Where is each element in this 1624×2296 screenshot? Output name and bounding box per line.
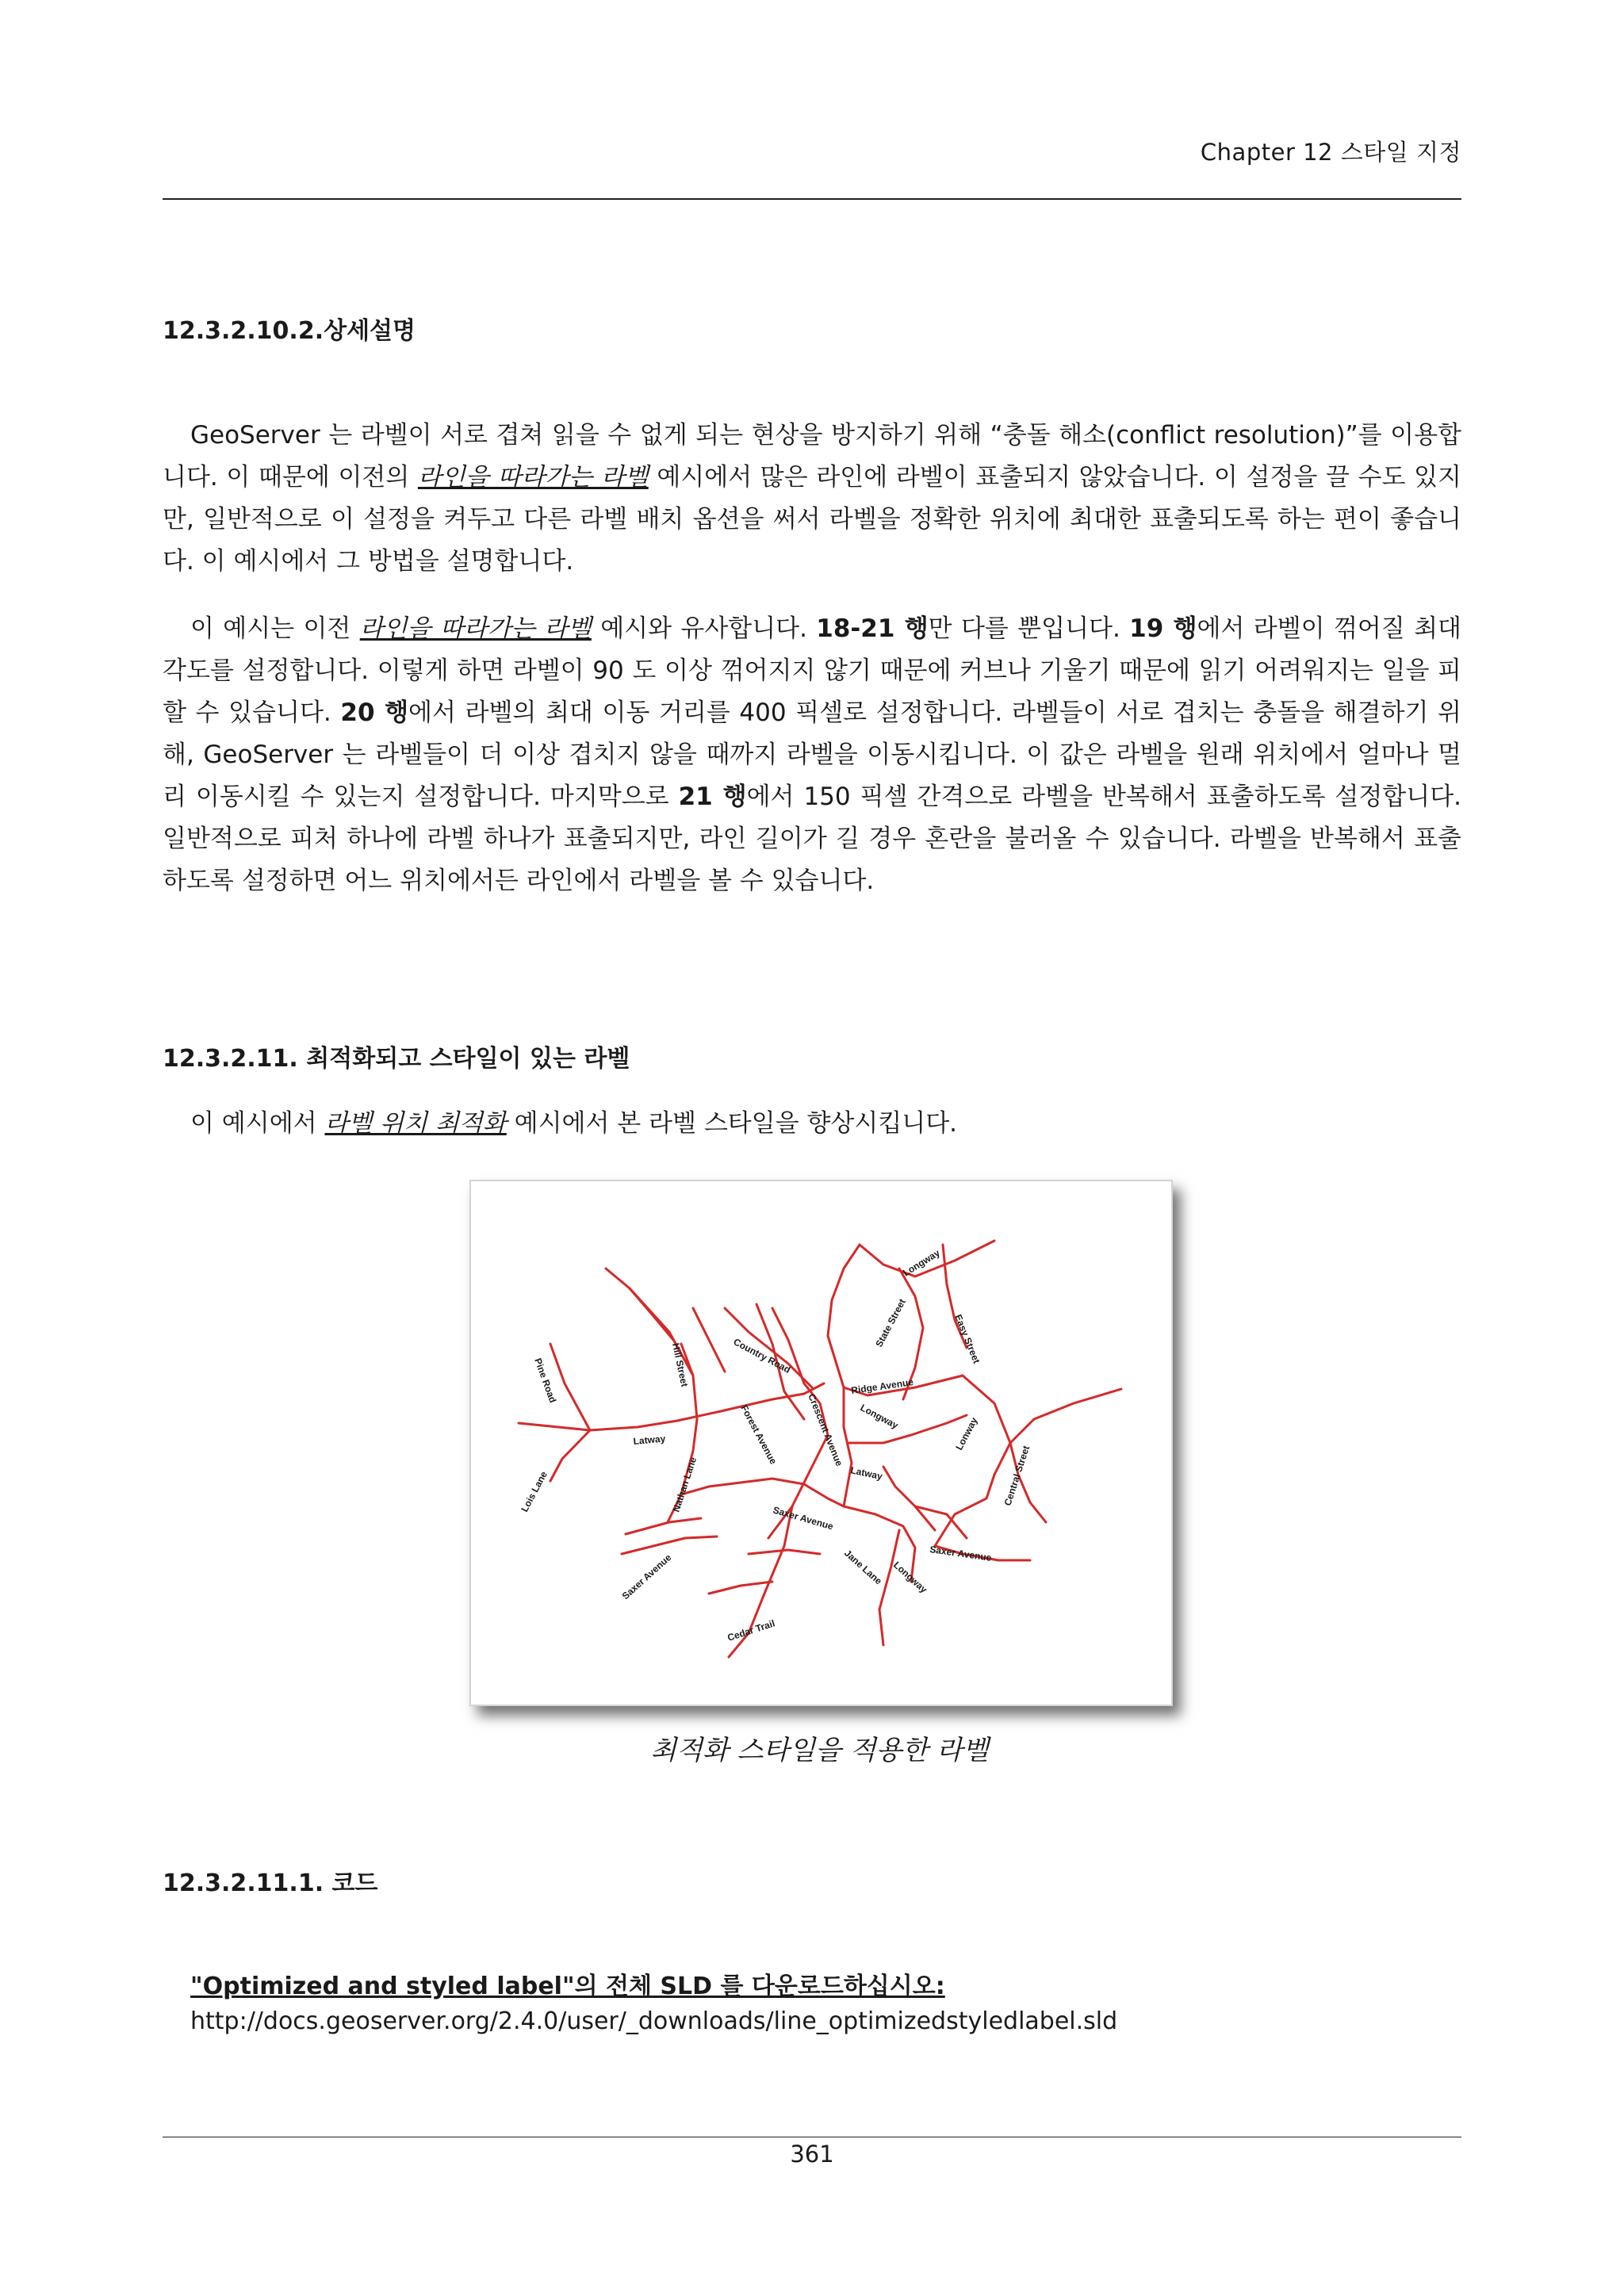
- download-sld-link[interactable]: "Optimized and styled label"의 전체 SLD 를 다운로드하십시오:: [190, 1973, 945, 2000]
- map-label-central-street: Central Street: [1002, 1444, 1032, 1507]
- road-line: [630, 1288, 673, 1340]
- road-line: [681, 1479, 772, 1494]
- road-line: [550, 1344, 590, 1430]
- paragraph-intro: 이 예시에서 라벨 위치 최적화 예시에서 본 라벨 스타일을 향상시킵니다.: [190, 1109, 958, 1138]
- map-label-hill-street: Hill Street: [670, 1341, 691, 1388]
- map-label-cedar-trail: Cedar Trail: [726, 1617, 776, 1644]
- road-line: [879, 1530, 899, 1645]
- road-line: [550, 1430, 590, 1481]
- map-label-ridge-avenue: Ridge Avenue: [850, 1376, 914, 1396]
- map-label-lonway-east: Lonway: [953, 1415, 980, 1452]
- ref-link-label-follow-line[interactable]: 라인을 따라가는 라벨: [417, 463, 649, 492]
- map-label-saxer-avenue-east: Saxer Avenue: [929, 1544, 993, 1563]
- section-title-details: 12.3.2.10.2.상세설명: [163, 317, 416, 345]
- road-line: [848, 1415, 967, 1443]
- road-line: [1010, 1389, 1121, 1443]
- map-label-jane-lane: Jane Lane: [841, 1547, 884, 1587]
- map-label-nathan-lane: Nathan Lane: [670, 1456, 699, 1513]
- page-number: 361: [790, 2141, 834, 2168]
- section-title-code: 12.3.2.11.1. 코드: [163, 1869, 378, 1897]
- road-line: [828, 1245, 860, 1387]
- map-label-longway-center: Longway: [858, 1402, 901, 1432]
- road-line: [935, 1443, 1010, 1546]
- figure-optimized-labels: [469, 1180, 1173, 1706]
- map-label-easy-street: Easy Street: [952, 1312, 982, 1365]
- road-line: [693, 1308, 725, 1372]
- road-line: [626, 1518, 701, 1534]
- map-label-latway-center: Latway: [849, 1464, 884, 1483]
- map-label-pine-road: Pine Road: [532, 1357, 559, 1405]
- ref-link-label-follow-line[interactable]: 라인을 따라가는 라벨: [359, 614, 592, 643]
- download-url[interactable]: http://docs.geoserver.org/2.4.0/user/_downloads/line_optimizedstyledlabel.sld: [190, 2007, 1118, 2035]
- map-label-lois-lane: Lois Lane: [519, 1469, 550, 1514]
- map-label-country-road: Country Road: [731, 1336, 793, 1376]
- running-header: Chapter 12 스타일 지정: [1200, 139, 1461, 166]
- section-title-optimized-styled: 12.3.2.11. 최적화되고 스타일이 있는 라벨: [163, 1045, 630, 1073]
- map-label-saxer-avenue-west: Saxer Avenue: [619, 1552, 674, 1602]
- map-label-forest-avenue: Forest Avenue: [738, 1402, 779, 1467]
- road-line: [709, 1582, 772, 1594]
- map-label-crescent-avenue: Crescent Avenue: [806, 1391, 845, 1468]
- road-line: [772, 1479, 844, 1506]
- road-line: [844, 1387, 852, 1506]
- ref-link-label-optimization[interactable]: 라벨 위치 최적화: [324, 1109, 507, 1138]
- paragraph-example-description: 이 예시는 이전 라인을 따라가는 라벨 예시와 유사합니다. 18-21 행만 다를 뿐입니다. 19 행에서 라벨이 꺾어질 최대 각도를 설정합니다. 이렇게 하면 라벨이 90 도 이상 꺾어지지 않기 때문에 커브나 기울기 때문에 읽기 어려워지는 일을 피할 수 있습니다. 20 행에서 라벨의 최대 이동 거리를 400 픽셀로 설정합니다. 라벨들이 서로 겹치는 충돌을 해결하기 위해, GeoServer 는 라벨들이 더 이상 겹치지 않을 때까지 라벨을 이동시킵니다. 이 값은 라벨을 원래 위치에서 얼마나 멀리 이동시킬 수 있는지 설정합니다. 마지막으로 21 행에서 150 픽셀 간격으로 라벨을 반복해서 표출하도록 설정합니다. 일반적으로 피처 하나에 라벨 하나가 표출되지만, 라인 길이가 길 경우 혼란을 불러올 수 있습니다. 라벨을 반복해서 표출하도록 설정하면 어느 위치에서든 라인에서 라벨을 볼 수 있습니다.: [163, 614, 1461, 895]
- paragraph-conflict-resolution: GeoServer 는 라벨이 서로 겹쳐 읽을 수 없게 되는 현상을 방지하기 위해 “충돌 해소(conflict resolution)”를 이용합니다. 이 때문에 이전의 라인을 따라가는 라벨 예시에서 많은 라인에 라벨이 표출되지 않았습니다. 이 설정을 끌 수도 있지만, 일반적으로 이 설정을 켜두고 다른 라벨 배치 옵션을 써서 라벨을 정확한 위치에 최대한 표출되도록 하는 편이 좋습니다. 이 예시에서 그 방법을 설명합니다.: [163, 421, 1461, 576]
- road-line: [622, 1536, 717, 1554]
- header-rule: [163, 198, 1461, 200]
- road-line: [519, 1411, 721, 1430]
- map-label-longway-south: Longway: [891, 1559, 930, 1596]
- figure-caption: 최적화 스타일을 적용한 라벨: [650, 1735, 989, 1766]
- map-label-saxer-avenue-center: Saxer Avenue: [772, 1504, 835, 1533]
- map-label-state-street: State Street: [873, 1296, 908, 1349]
- map-label-longway-ne: Longway: [901, 1247, 942, 1279]
- map-label-latway-west: Latway: [633, 1433, 666, 1447]
- road-line: [749, 1550, 820, 1554]
- road-map-figure: [471, 1181, 1171, 1705]
